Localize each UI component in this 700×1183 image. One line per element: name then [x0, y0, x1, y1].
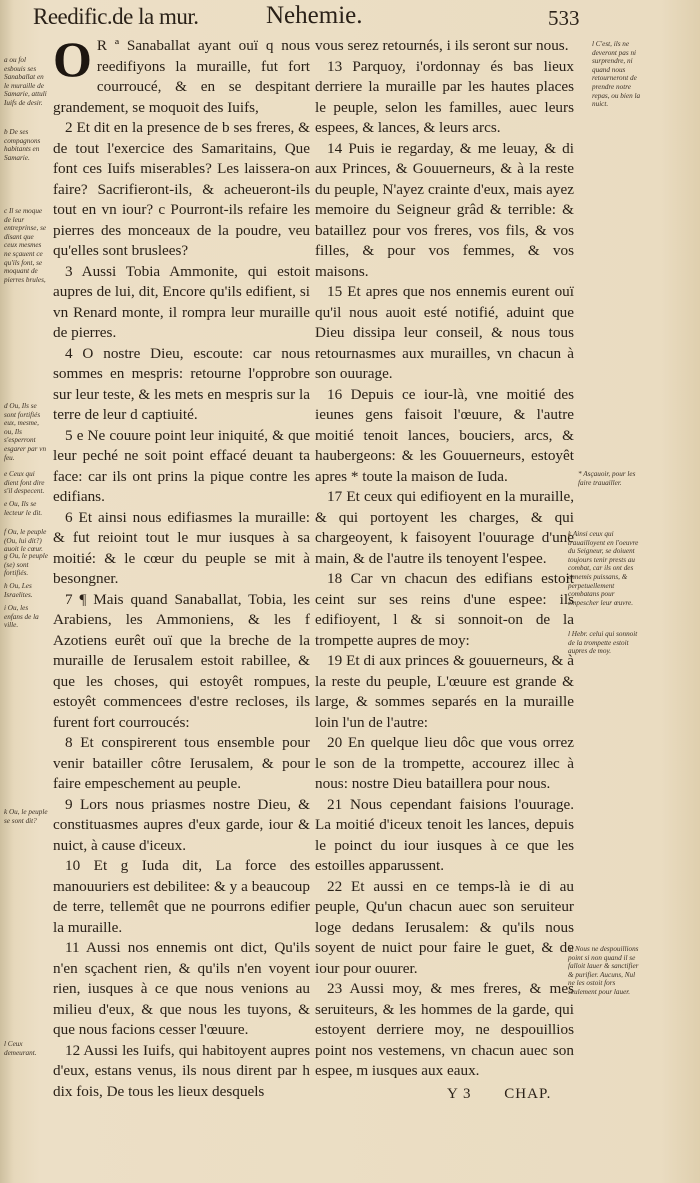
signature-mark: Y 3: [447, 1086, 472, 1102]
verse: 11 Aussi nos ennemis ont dict, Qu'ils n'en sçachent rien, & qu'ils n'en voyent rien, iusques à ce que nous venions au milieu d'eux, & que nous les tuyons, & que nous facions cesser l'œuure.: [53, 939, 310, 1038]
verse: 16 Depuis ce iour-là, vne moitié des ieunes gens faisoit l'œuure, & l'autre moitié tenoit lances, bouciers, arcs, & haubergeons: & les Gouuerneurs, estoyêt apres * toute la maison de Iuda.: [315, 385, 574, 485]
verse: 12 Aussi les Iuifs, qui habitoyent aupres d'eux, estans venus, ils nous dirent par h dix fois, De tous les lieux desquels: [53, 1041, 310, 1100]
margin-note: k Ainsi ceux qui trauailloyent en l'oeuvre du Seigneur, se doiuent toujours tenir prests au combat, car ils ont des ennemis puissans, & perpetuellement combatans pour empescher leur œuvre.: [568, 530, 639, 607]
margin-note: l C'est, ils ne deveront pas ni surprendre, ni quand nous retourneront de prendre notre repas, ou bien la nuict.: [592, 40, 641, 109]
running-title: Reedific.de la mur.: [33, 4, 199, 29]
verse: 23 Aussi moy, & mes freres, & mes seruiteurs, & les hommes de la garde, qui estoyent derriere moy, ne despouillios point nos vestemens, vn chacun auec son espee, m iusques aux eaux.: [315, 980, 574, 1079]
verse: 20 En quelque lieu dôc que vous orrez le son de la trompette, accourez illec à nous: nostre Dieu bataillera pour nous.: [315, 734, 574, 792]
page-number: 533: [548, 6, 580, 30]
verse: 22 Et aussi en ce temps-là ie di au peuple, Qu'un chacun auec son seruiteur loge dedans Ierusalem: & qu'ils nous soyent de nuict pour faire le guet, & de iour pour ouurer.: [315, 877, 574, 977]
verse: 6 Et ainsi nous edifiasmes la muraille: & fut reioint tout le mur iusques à sa moitié: & le cœur du peuple se mit à besongner.: [53, 508, 310, 587]
margin-note: l Ceux demeurant.: [4, 1040, 37, 1057]
text-column-right: [315, 36, 574, 1082]
margin-note: g Ou, le peuple (se) sont fortifiés.: [4, 552, 48, 578]
margin-note: c Il se moque de leur entreprinse, se disant que ceux mesmes ne sçauent ce qu'ils font, se moquant de pierres brules,: [4, 207, 47, 284]
verse: O R ª Sanaballat ayant ouï q nous reedifiyons la muraille, fut fort courroucé, & en se despitant grandement, se moquoit des Iuifs,: [53, 31, 310, 116]
margin-note: h Ou, Les Israelites.: [4, 582, 33, 599]
verse: vous serez retournés, i ils seront sur nous.: [315, 37, 569, 54]
margin-note: f Ou, le peuple (Ou, lui dit?) auoit le cœur.: [4, 528, 47, 554]
verse: 2 Et dit en la presence de b ses freres, & de tout l'exercice des Samaritains, Que font ces Iuifs miserables? Les laissera-on faire? Sacrifieront-ils, & acheueront-ils tout en vn iour? c Pourront-ils refaire les pierres des monceaux de la poudre, veu qu'elles sont bruslees?: [53, 119, 310, 259]
verse: 13 Parquoy, i'ordonnay és bas lieux derriere la muraille par les hautes places le peuple, selon les familles, auec leurs espees, & lances, & leurs arcs.: [315, 57, 574, 136]
margin-note: b De ses compagnons habitants en Samarie.: [4, 128, 41, 162]
text-column-left: [53, 31, 310, 1102]
verse: 19 Et di aux princes & gouuerneurs, & à la reste du peuple, L'œuure est grande & large, & sommes separés en la muraille loin l'un de l'autre:: [315, 652, 574, 731]
verse: 4 O nostre Dieu, escoute: car nous sommes en mespris: retourne l'opprobre sur leur teste, & les mets en mespris sur la terre de leur d captiuité.: [53, 344, 310, 423]
margin-note: m Nous ne despouillions point si non quand il se falloit lauer & sanctifier & purifier. Aucuns, Nul ne les ostoit fors seulement pour lauer.: [568, 945, 639, 996]
verse: 10 Et g Iuda dit, La force des manouuriers est debilitee: & y a beaucoup de terre, tellemêt que ne pourrons edifier la muraille.: [53, 857, 310, 936]
page-header: [0, 2, 700, 36]
verse: 7 ¶ Mais quand Sanaballat, Tobia, les Arabiens, les Ammoniens, & les f Azotiens eurêt ouï que la breche de la muraille de Ierusalem estoit rabillee, & que les choses, qui estoyêt rompues, estoyêt commencees d'estre recloses, ils furent fort courroucés:: [53, 590, 310, 731]
margin-note: k Ou, le peuple se sont dit?: [4, 808, 48, 825]
page-footer: [447, 1086, 579, 1103]
drop-cap: O: [53, 31, 92, 87]
verse: 3 Aussi Tobia Ammonite, qui estoit aupres de lui, dit, Encore qu'ils edifient, si vn Renard monte, il rompra leur muraille de pierres.: [53, 262, 310, 341]
book-title: Nehemie.: [266, 2, 363, 29]
margin-note: e Ou, Ils se lecteur le dit.: [4, 500, 43, 517]
verse: 5 e Ne couure point leur iniquité, & que leur peché ne soit point effacé deuant ta face: car ils ont prins la pique contre les edifians.: [53, 426, 310, 505]
margin-note: l Hebr. celui qui sonnoit de la trompette estoit aupres de moy.: [568, 630, 638, 656]
verse: 17 Et ceux qui edifioyent en la muraille, & qui portoyent les charges, & qui chargeoyent, k faisoyent l'ouurage d'une main, & de l'autre ils tenoyent l'espee.: [315, 488, 574, 567]
verse: 9 Lors nous priasmes nostre Dieu, & constituasmes aupres d'eux garde, iour & nuict, à cause d'iceux.: [53, 795, 310, 854]
margin-note: a ou fol esbouis ses Sanaballat en le muraille de Samarie, attuli Iuifs de desir.: [4, 56, 47, 107]
catchword: CHAP.: [504, 1086, 552, 1102]
margin-note: e Ceux qui dient font dire s'il despecent.: [4, 470, 45, 496]
verse: 14 Puis ie regarday, & me leuay, & di aux Princes, & Gouuerneurs, & à la reste du peuple, N'ayez crainte d'eux, mais ayez memoire du Seigneur grâd & terrible: & bataillez pour vos freres, vos fils, & vos filles, & pour vos femmes, & vos maisons.: [315, 139, 574, 280]
verse: 8 Et conspirerent tous ensemble pour venir batailler côtre Ierusalem, & pour faire empeschement au peuple.: [53, 734, 310, 792]
margin-note: * Asçauoir, pour les faire trauailler.: [578, 470, 636, 487]
verse: 15 Et apres que nos ennemis eurent ouï qu'il nous auoit esté notifié, aduint que Dieu dissipa leur conseil, & nous tous retournasmes aux murailles, vn chacun à son ouurage.: [315, 283, 574, 382]
margin-note: i Ou, les enfans de la ville.: [4, 604, 39, 630]
verse: 21 Nous cependant faisions l'ouurage. La moitié d'iceux tenoit les lances, depuis le poinct du iour iusques à ce que les estoilles apparussent.: [315, 795, 574, 874]
margin-note: d Ou, Ils se sont fortifiés eux, mesme, ou, Ils s'esperront esgarer par vn feu.: [4, 402, 47, 462]
verse: 18 Car vn chacun des edifians estoit ceint sur ses reins d'une espee: ils edifioyent, l & si sonnoit-on de la trompette aupres de moy:: [315, 570, 574, 649]
